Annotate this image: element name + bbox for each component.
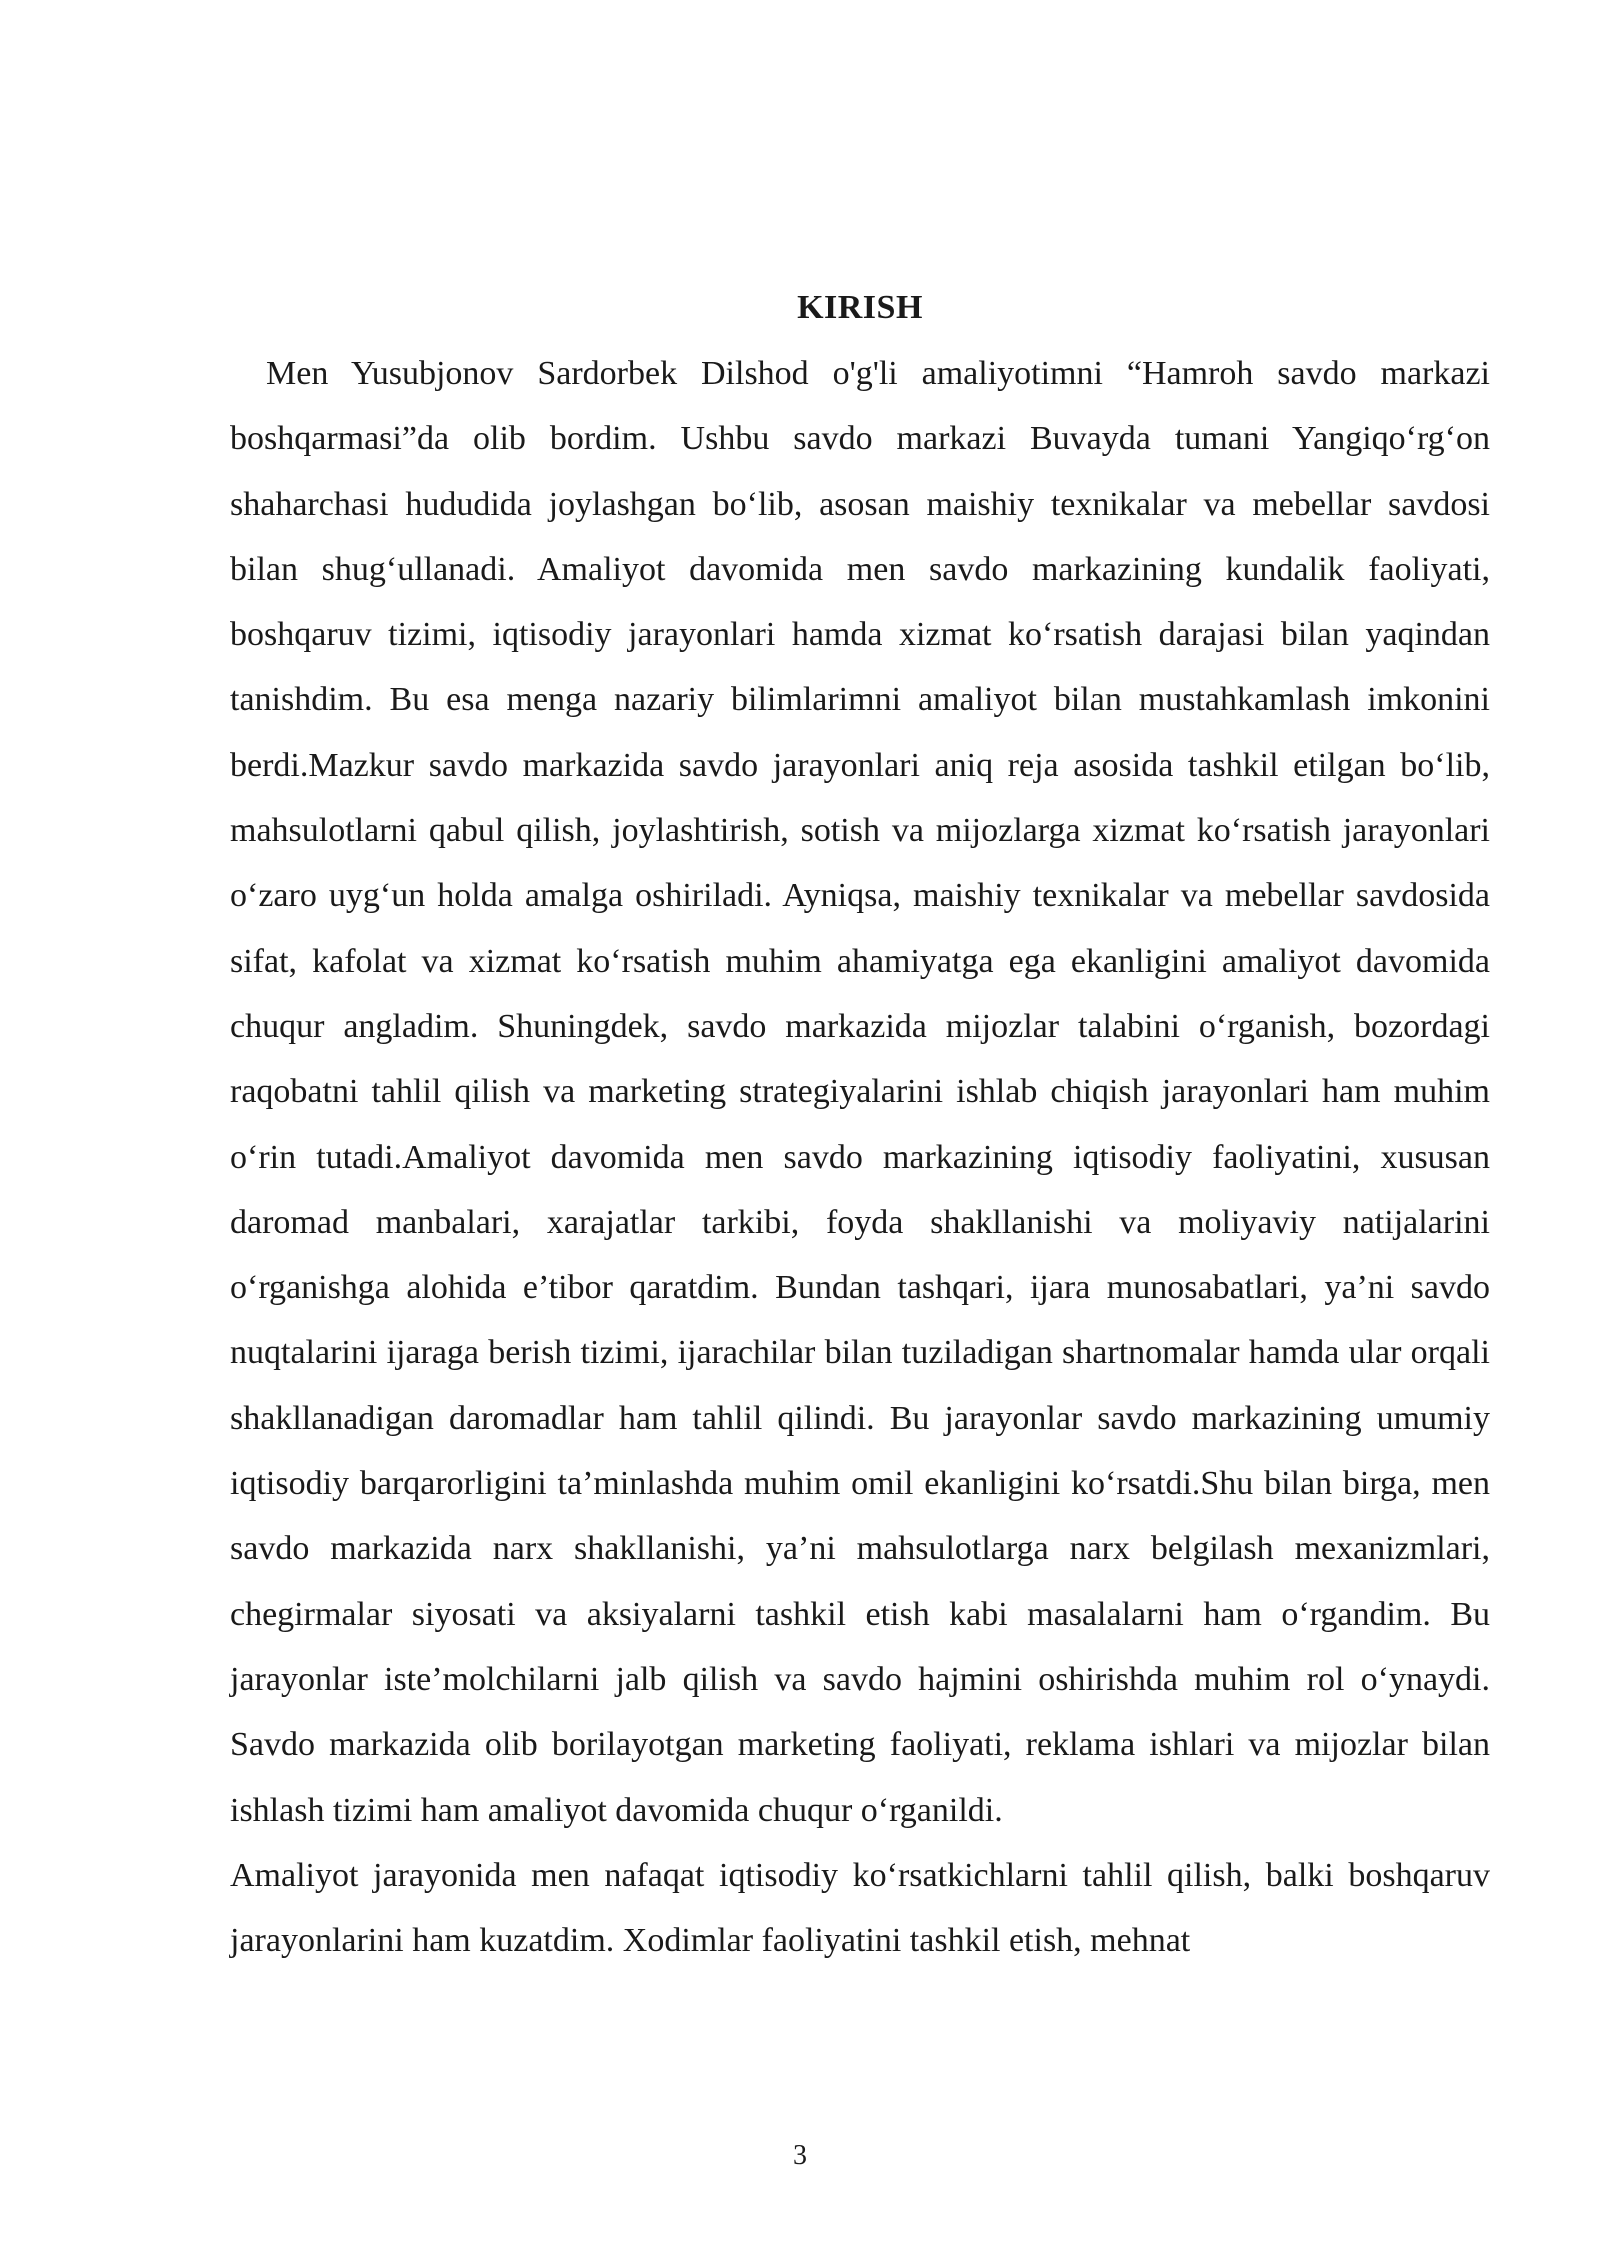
section-heading: KIRISH bbox=[797, 289, 923, 326]
page-number: 3 bbox=[793, 2140, 807, 2171]
page-content bbox=[230, 283, 1490, 1973]
body-paragraph-2: Amaliyot jarayonida men nafaqat iqtisodiy koʻrsatkichlarni tahlil qilish, balki boshqaruv jarayonlarini ham kuzatdim. Xodimlar faoliyatini tashkil etish, mehnat bbox=[230, 1856, 1490, 1960]
body-paragraph-1: Men Yusubjonov Sardorbek Dilshod o'g'li amaliyotimni “Hamroh savdo markazi boshqarmasi”da olib bordim. Ushbu savdo markazi Buvayda tumani Yangiqoʻrgʻon shaharchasi hududida joylashgan boʻlib, asosan maishiy texnikalar va mebellar savdosi bilan shugʻullanadi. Amaliyot davomida men savdo markazining kundalik faoliyati, boshqaruv tizimi, iqtisodiy jarayonlari hamda xizmat koʻrsatish darajasi bilan yaqindan tanishdim. Bu esa menga nazariy bilimlarimni amaliyot bilan mustahkamlash imkonini berdi.Mazkur savdo markazida savdo jarayonlari aniq reja asosida tashkil etilgan boʻlib, mahsulotlarni qabul qilish, joylashtirish, sotish va mijozlarga xizmat koʻrsatish jarayonlari oʻzaro uygʻun holda amalga oshiriladi. Ayniqsa, maishiy texnikalar va mebellar savdosida sifat, kafolat va xizmat koʻrsatish muhim ahamiyatga ega ekanligini amaliyot davomida chuqur angladim. Shuningdek, savdo markazida mijozlar talabini oʻrganish, bozordagi raqobatni tahlil qilish va marketing strategiyalarini ishlab chiqish jarayonlari ham muhim oʻrin tutadi.Amaliyot davomida men savdo markazining iqtisodiy faoliyatini, xususan daromad manbalari, xarajatlar tarkibi, foyda shakllanishi va moliyaviy natijalarini oʻrganishga alohida e’tibor qaratdim. Bundan tashqari, ijara munosabatlari, ya’ni savdo nuqtalarini ijaraga berish tizimi, ijarachilar bilan tuziladigan shartnomalar hamda ular orqali shakllanadigan daromadlar ham tahlil qilindi. Bu jarayonlar savdo markazining umumiy iqtisodiy barqarorligini ta’minlashda muhim omil ekanligini koʻrsatdi.Shu bilan birga, men savdo markazida narx shakllanishi, ya’ni mahsulotlarga narx belgilash mexanizmlari, chegirmalar siyosati va aksiyalarni tashkil etish kabi masalalarni ham oʻrgandim. Bu jarayonlar iste’molchilarni jalb qilish va savdo hajmini oshirishda muhim rol oʻynaydi. Savdo markazida olib borilayotgan marketing faoliyati, reklama ishlari va mijozlar bilan ishlash tizimi ham amaliyot davomida chuqur oʻrganildi. bbox=[230, 355, 1490, 1829]
